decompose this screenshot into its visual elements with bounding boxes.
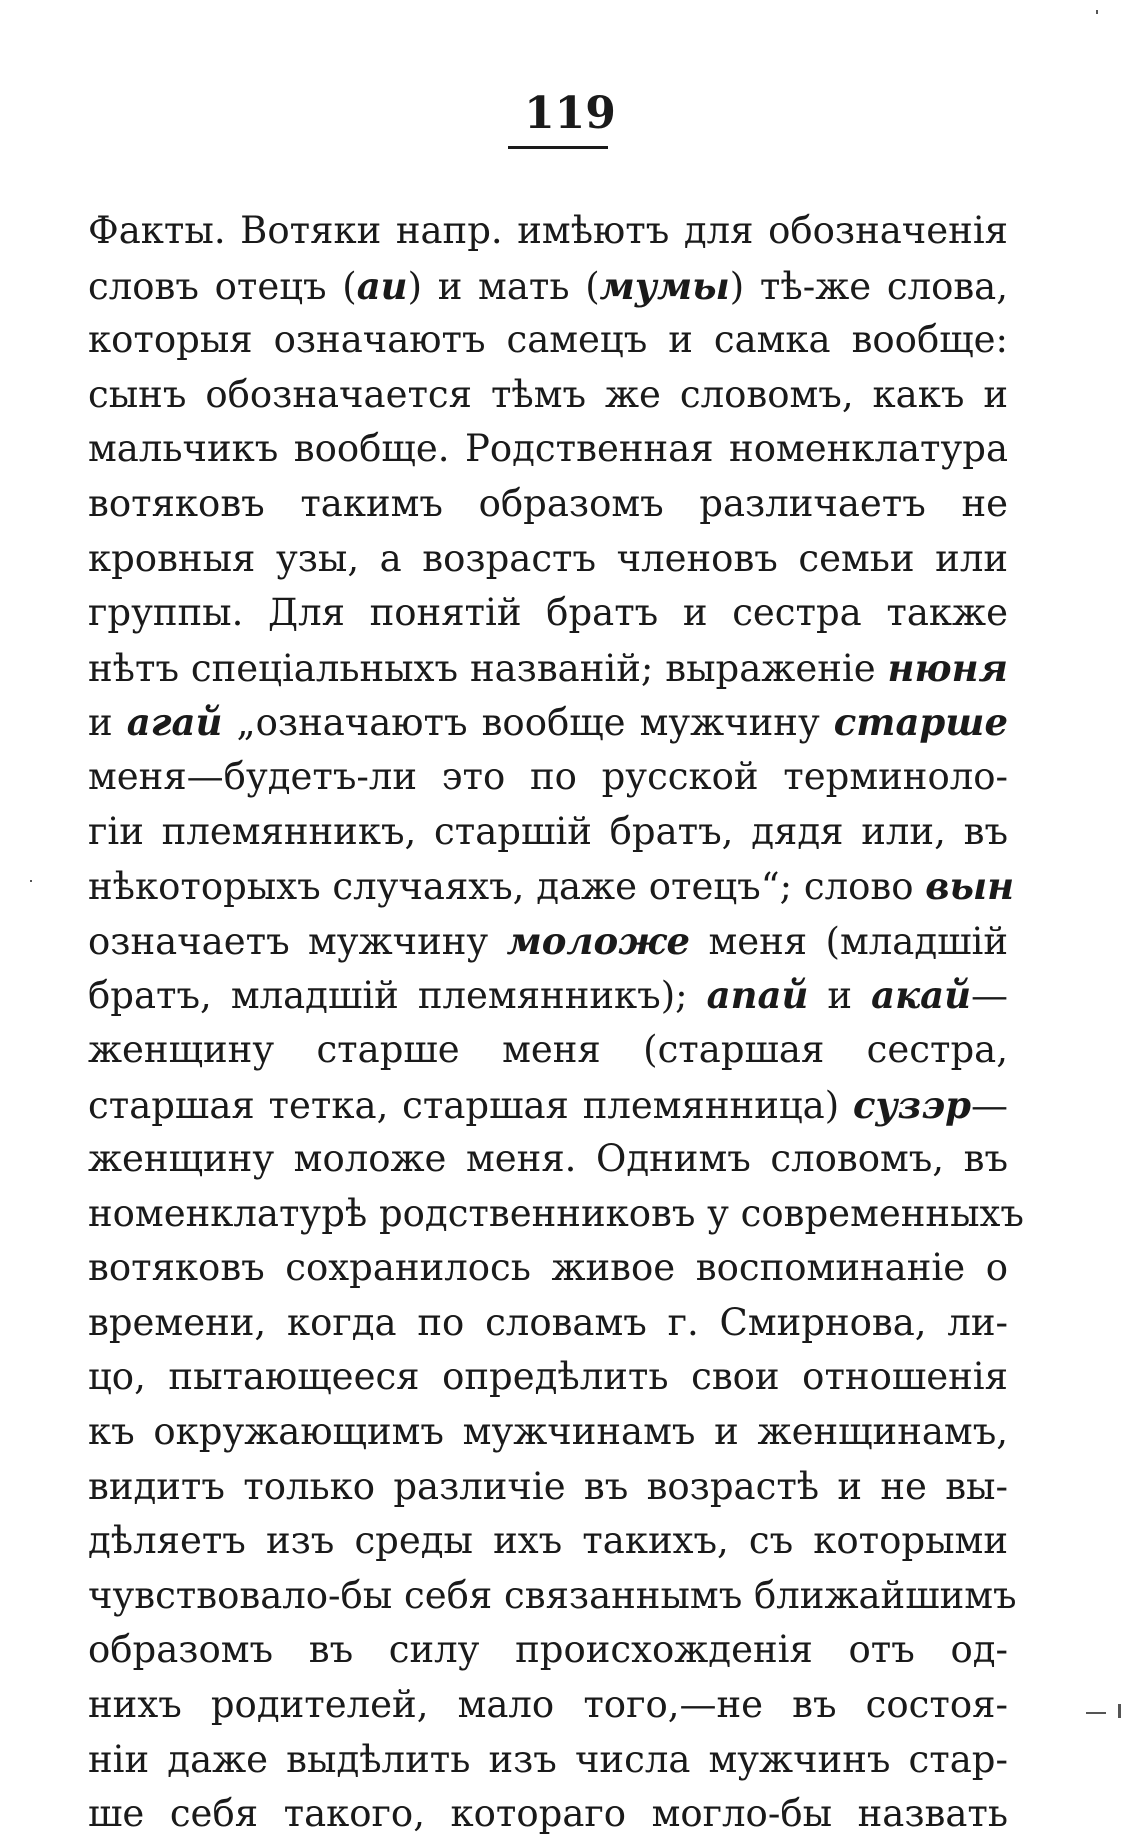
text-line bbox=[88, 1078, 1008, 1133]
text-run: братъ, младшій племянникъ); bbox=[88, 974, 707, 1018]
italic-term: агай bbox=[126, 700, 223, 745]
text-line bbox=[88, 586, 1008, 641]
text-line bbox=[88, 1132, 1008, 1187]
italic-term: нюня bbox=[887, 645, 1008, 690]
italic-term: старше bbox=[833, 700, 1008, 745]
text-run: — bbox=[971, 974, 1009, 1018]
text-line bbox=[88, 968, 1008, 1023]
text-run: „означаютъ вообще мужчину bbox=[222, 701, 834, 745]
text-line bbox=[88, 368, 1008, 423]
italic-term: моложе bbox=[506, 918, 691, 963]
text-run: сынъ обозначается тѣмъ же словомъ, какъ и bbox=[88, 372, 1008, 416]
text-run: и bbox=[808, 974, 872, 1018]
text-line bbox=[88, 1350, 1008, 1405]
text-line bbox=[88, 1623, 1008, 1678]
text-line bbox=[88, 1460, 1008, 1515]
italic-term: акай bbox=[871, 973, 972, 1018]
page-number: 119 bbox=[524, 88, 616, 139]
text-run: чувствовало-бы себя связаннымъ ближайшимъ bbox=[88, 1573, 1017, 1617]
text-line bbox=[88, 914, 1008, 969]
text-run: кровныя узы, а возрастъ членовъ семьи или bbox=[88, 536, 1008, 580]
text-run: означаетъ мужчину bbox=[88, 919, 507, 963]
text-line bbox=[88, 532, 1008, 587]
italic-term: вын bbox=[925, 864, 1015, 909]
text-run: ) тѣ-же слова, bbox=[729, 264, 1008, 308]
text-line bbox=[88, 805, 1008, 860]
text-run: номенклатурѣ родственниковъ у современныхъ bbox=[88, 1191, 1024, 1235]
margin-speck bbox=[1086, 1712, 1106, 1714]
text-run: времени, когда по словамъ г. Смирнова, ли- bbox=[88, 1300, 1008, 1344]
italic-term: мумы bbox=[599, 263, 730, 308]
text-run: которыя означаютъ самецъ и самка вообще: bbox=[88, 318, 1008, 362]
italic-term: аи bbox=[356, 263, 408, 308]
text-run: — bbox=[971, 1083, 1008, 1127]
text-run: вотяковъ такимъ образомъ различаетъ не bbox=[88, 481, 1008, 525]
margin-speck bbox=[30, 880, 32, 882]
text-line bbox=[88, 750, 1008, 805]
text-line bbox=[88, 313, 1008, 368]
text-line bbox=[88, 477, 1008, 532]
text-run: вотяковъ сохранилось живое воспоминаніе о bbox=[88, 1246, 1008, 1290]
body-text bbox=[88, 204, 1024, 1842]
text-run: видитъ только различіе въ возрастѣ и не вы- bbox=[88, 1464, 1008, 1508]
text-line bbox=[88, 1187, 1024, 1242]
text-run: словъ отецъ ( bbox=[88, 264, 357, 308]
text-run: группы. Для понятій братъ и сестра также bbox=[88, 591, 1008, 635]
text-line bbox=[88, 1569, 1017, 1624]
margin-speck bbox=[1118, 1704, 1121, 1718]
text-line bbox=[88, 1023, 1008, 1078]
text-line bbox=[88, 1733, 1008, 1788]
italic-term: сузэр bbox=[852, 1082, 971, 1127]
text-line bbox=[88, 859, 1015, 914]
text-line bbox=[88, 641, 1008, 696]
text-run: женщину старше меня (старшая сестра, bbox=[88, 1027, 1008, 1071]
text-line bbox=[88, 422, 1008, 477]
text-run: ніи даже выдѣлить изъ числа мужчинъ стар- bbox=[88, 1737, 1008, 1781]
text-line bbox=[88, 1405, 1008, 1460]
text-line bbox=[88, 695, 1008, 750]
text-line bbox=[88, 1241, 1008, 1296]
text-run: дѣляетъ изъ среды ихъ такихъ, съ которыми bbox=[88, 1519, 1008, 1563]
text-line bbox=[88, 259, 1008, 314]
text-run: къ окружающимъ мужчинамъ и женщинамъ, bbox=[88, 1410, 1008, 1454]
text-run: ше себя такого, котораго могло-бы назвать bbox=[88, 1792, 1008, 1836]
text-run: образомъ въ силу происхожденія отъ од- bbox=[88, 1628, 1008, 1672]
text-run: гіи племянникъ, старшій братъ, дядя или, въ bbox=[88, 809, 1008, 853]
text-line bbox=[88, 204, 1008, 259]
text-run: нѣкоторыхъ случаяхъ, даже отецъ“; слово bbox=[88, 865, 926, 909]
text-line bbox=[88, 1787, 1008, 1842]
text-run: женщину моложе меня. Однимъ словомъ, въ bbox=[88, 1137, 1008, 1181]
text-run: мальчикъ вообще. Родственная номенклатура bbox=[88, 427, 1008, 471]
text-line bbox=[88, 1514, 1008, 1569]
italic-term: апай bbox=[706, 973, 809, 1018]
text-line bbox=[88, 1296, 1008, 1351]
text-run: меня (младшій bbox=[690, 919, 1009, 963]
text-run: нѣтъ спеціальныхъ названій; выраженіе bbox=[88, 646, 888, 690]
text-run: ) и мать ( bbox=[407, 264, 600, 308]
text-line bbox=[88, 1678, 1008, 1733]
text-run: нихъ родителей, мало того,—не въ состоя- bbox=[88, 1683, 1008, 1727]
page-number-rule bbox=[508, 146, 608, 149]
text-run: цо, пытающееся опредѣлить свои отношенія bbox=[88, 1355, 1008, 1399]
text-run: Факты. Вотяки напр. имѣютъ для обозначенія bbox=[88, 209, 1008, 252]
text-run: старшая тетка, старшая племянница) bbox=[88, 1083, 853, 1127]
text-run: и bbox=[88, 701, 127, 745]
text-run: меня—будетъ-ли это по русской терминоло- bbox=[88, 754, 1008, 798]
margin-speck bbox=[1096, 10, 1098, 14]
